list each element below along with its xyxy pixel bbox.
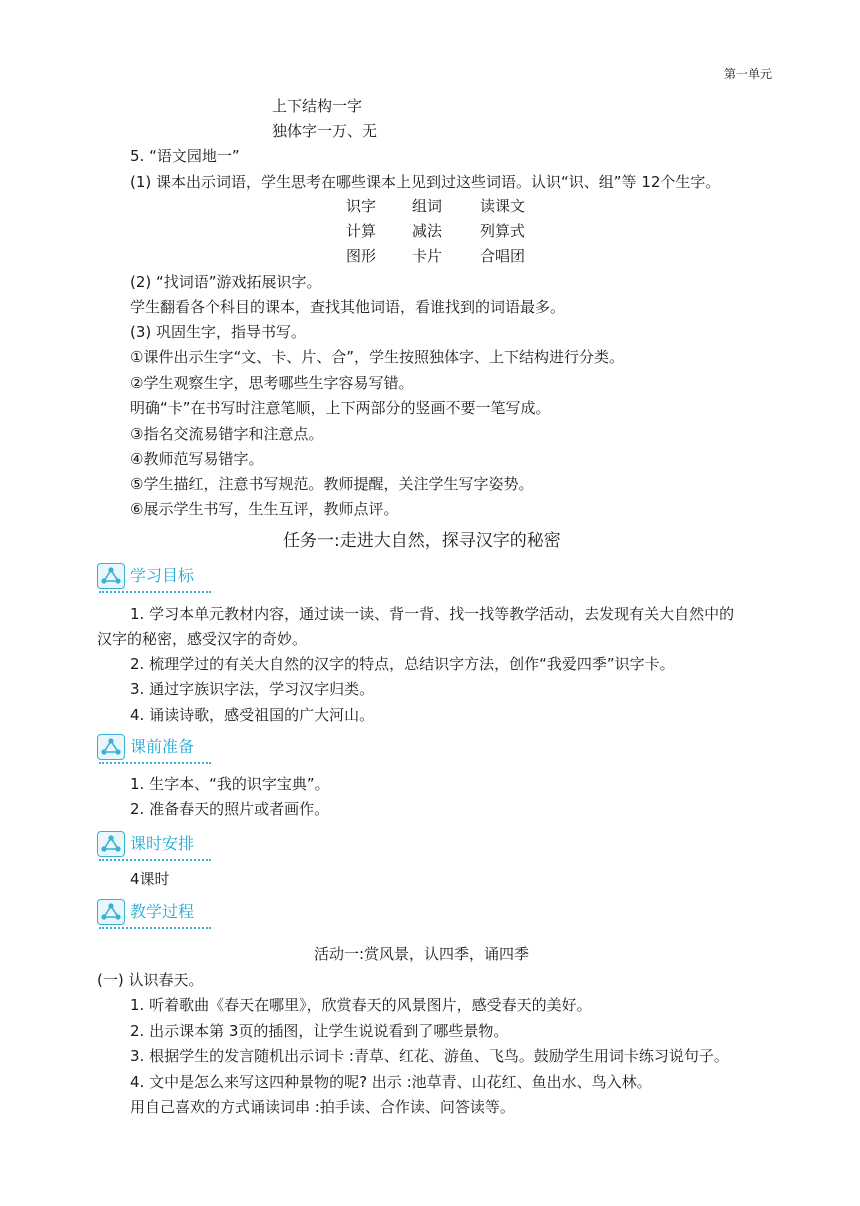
section-heading-schedule <box>97 831 217 861</box>
section-heading-goals <box>97 563 217 593</box>
part-1-item: 3. 根据学生的发言随机出示词卡 :青草、红花、游鱼、飞鸟。鼓励学生用词卡练习说句子。 <box>130 1047 729 1065</box>
section-5-paragraph-4: (3) 巩固生字，指导书写。 <box>130 323 307 341</box>
divider <box>99 591 211 593</box>
section-5-paragraph-2: (2) “找词语”游戏拓展识字。 <box>130 273 322 291</box>
word-cell: 卡片 <box>412 247 443 265</box>
word-cell: 列算式 <box>480 222 526 240</box>
page-header: 第一单元 <box>723 67 772 81</box>
section-heading-prep <box>97 734 217 764</box>
part-1-title: (一) 认识春天。 <box>97 971 204 989</box>
section-5-paragraph-1: (1) 课本出示词语，学生思考在哪些课本上见到过这些词语。认识“识、组”等 12个生字。 <box>130 173 721 191</box>
divider <box>99 859 211 861</box>
section-label: 教学过程 <box>130 902 195 921</box>
part-1-item: 1. 听着歌曲《春天在哪里》，欣赏春天的风景图片，感受春天的美好。 <box>130 996 592 1014</box>
structure-line-1: 上下结构一字 <box>272 97 363 115</box>
goal-item: 1. 学习本单元教材内容，通过读一读、背一背、找一找等教学活动，去发现有关大自然中的 <box>130 605 735 623</box>
section-heading-process <box>97 899 217 929</box>
word-cell: 识字 <box>346 197 377 215</box>
part-1-item: 4. 文中是怎么来写这四种景物的呢? 出示 :池草青、山花红、鱼出水、鸟入林。 <box>130 1073 652 1091</box>
step-item: ④教师范写易错字。 <box>130 450 264 468</box>
triangle-network-icon <box>97 899 125 925</box>
word-cell: 读课文 <box>480 197 526 215</box>
goal-item: 汉字的秘密，感受汉字的奇妙。 <box>97 630 308 648</box>
section-5-title: 5. “语文园地一” <box>130 147 240 165</box>
prep-item: 2. 准备春天的照片或者画作。 <box>130 800 330 818</box>
divider <box>99 927 211 929</box>
word-cell: 减法 <box>412 222 443 240</box>
word-cell: 组词 <box>412 197 443 215</box>
structure-line-2: 独体字一万、无 <box>272 122 378 140</box>
goal-item: 4. 诵读诗歌，感受祖国的广大河山。 <box>130 706 375 724</box>
triangle-network-icon <box>97 734 125 760</box>
prep-item: 1. 生字本、“我的识字宝典”。 <box>130 775 330 793</box>
schedule-item: 4课时 <box>130 870 170 888</box>
part-1-item: 用自己喜欢的方式诵读词串 :拍手读、合作读、问答读等。 <box>130 1098 515 1116</box>
step-item: ⑤学生描红，注意书写规范。教师提醒，关注学生写字姿势。 <box>130 475 534 493</box>
step-item: 明确“卡”在书写时注意笔顺，上下两部分的竖画不要一笔写成。 <box>130 399 551 417</box>
step-item: ②学生观察生字，思考哪些生字容易写错。 <box>130 374 414 392</box>
task-title: 任务一:走进大自然，探寻汉字的秘密 <box>283 531 561 551</box>
section-label: 课前准备 <box>130 737 195 756</box>
step-item: ⑥展示学生书写，生生互评，教师点评。 <box>130 500 399 518</box>
activity-title: 活动一:赏风景，认四季，诵四季 <box>314 945 530 963</box>
step-item: ①课件出示生字“文、卡、片、合”，学生按照独体字、上下结构进行分类。 <box>130 348 624 366</box>
word-cell: 合唱团 <box>480 247 526 265</box>
triangle-network-icon <box>97 831 125 857</box>
word-cell: 图形 <box>346 247 377 265</box>
section-label: 学习目标 <box>130 566 195 585</box>
section-label: 课时安排 <box>130 834 195 853</box>
triangle-network-icon <box>97 563 125 589</box>
word-cell: 计算 <box>346 222 377 240</box>
section-5-paragraph-3: 学生翻看各个科目的课本，查找其他词语，看谁找到的词语最多。 <box>130 298 566 316</box>
divider <box>99 762 211 764</box>
step-item: ③指名交流易错字和注意点。 <box>130 425 324 443</box>
goal-item: 3. 通过字族识字法，学习汉字归类。 <box>130 680 375 698</box>
part-1-item: 2. 出示课本第 3页的插图，让学生说说看到了哪些景物。 <box>130 1022 509 1040</box>
goal-item: 2. 梳理学过的有关大自然的汉字的特点，总结识字方法，创作“我爱四季”识字卡。 <box>130 655 675 673</box>
